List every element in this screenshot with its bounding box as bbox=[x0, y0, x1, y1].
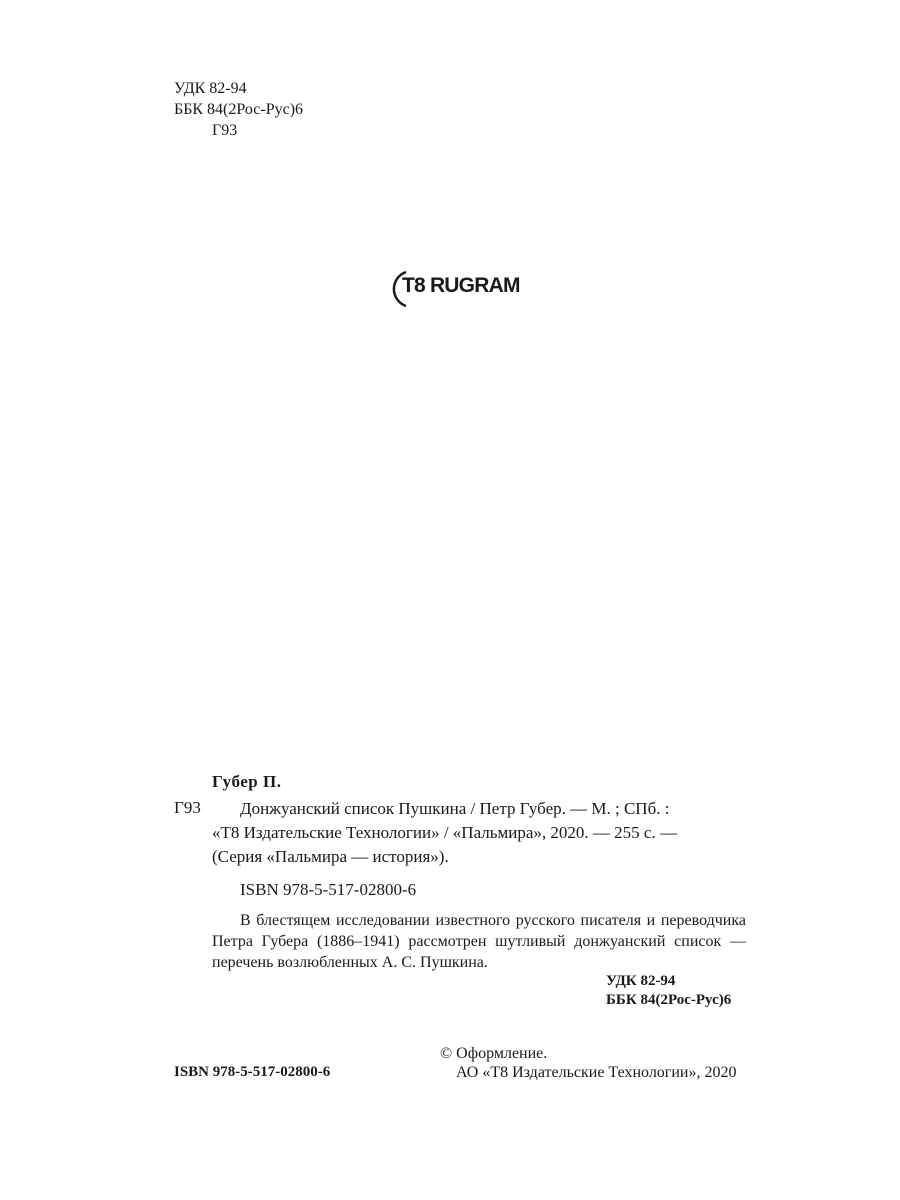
author-mark: Г93 bbox=[174, 798, 201, 817]
isbn-footer: ISBN 978-5-517-02800-6 bbox=[174, 1064, 331, 1080]
isbn-entry: ISBN 978-5-517-02800-6 bbox=[240, 880, 417, 899]
udk-code-top: УДК 82-94 bbox=[174, 80, 247, 97]
logo-text: T8 RUGRAM bbox=[402, 274, 520, 297]
bib-line-1: Донжуанский список Пушкина / Петр Губер. — М. ; СПб. : bbox=[240, 799, 670, 818]
bbk-code-top: ББК 84(2Рос-Рус)6 bbox=[174, 101, 304, 118]
bib-line-3: (Серия «Пальмира — история»). bbox=[212, 847, 449, 866]
publisher-line: АО «Т8 Издательские Технологии», 2020 bbox=[456, 1064, 737, 1081]
udk-code-bottom: УДК 82-94 bbox=[606, 973, 676, 989]
t8-rugram-logo bbox=[392, 268, 532, 310]
bbk-code-bottom: ББК 84(2Рос-Рус)6 bbox=[606, 992, 732, 1008]
bib-line-2: «Т8 Издательские Технологии» / «Пальмира», 2020. — 255 с. — bbox=[212, 823, 677, 842]
copyright-line: © Оформление. bbox=[440, 1045, 548, 1062]
annotation-text: В блестящем исследовании известного русского писателя и переводчика Петра Губера (1886–1941) рассмотрен шутливый донжуанский список — перечень возлюбленных А. С. Пушкина. bbox=[212, 912, 746, 971]
author-mark-top: Г93 bbox=[212, 122, 238, 139]
author-heading: Губер П. bbox=[212, 772, 282, 791]
